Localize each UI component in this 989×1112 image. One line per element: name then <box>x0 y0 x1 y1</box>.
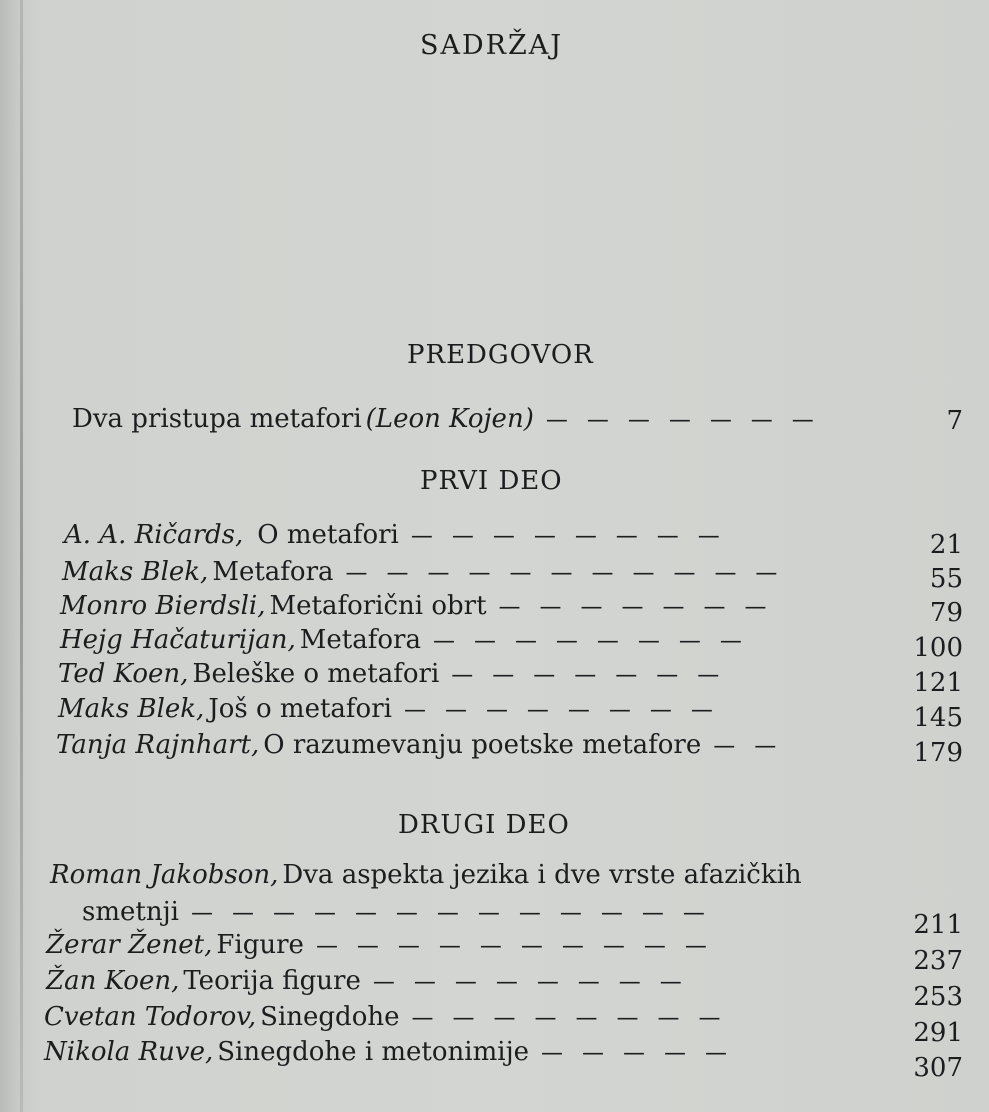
page-number: 253 <box>913 982 963 1012</box>
toc-entry <box>60 591 773 625</box>
page-number: 145 <box>913 703 963 733</box>
entry-author: Cvetan Todorov, <box>44 1002 257 1032</box>
leader-dashes: — — — — — — — — <box>432 629 748 654</box>
entry-title: Beleške o metafori <box>192 659 440 689</box>
section-heading-predgovor: PREDGOVOR <box>407 340 594 370</box>
toc-entry <box>64 520 726 554</box>
section-heading-drugi-deo: DRUGI DEO <box>398 810 570 840</box>
leader-dashes: — — <box>713 734 783 759</box>
entry-title: Dva pristupa metafori <box>72 404 362 434</box>
entry-author: Nikola Ruve, <box>44 1037 214 1067</box>
page-number: 55 <box>929 564 963 594</box>
leader-dashes: — — — — — — — — — — — — — <box>190 901 711 926</box>
entry-title: Figure <box>216 930 304 960</box>
leader-dashes: — — — — — — — — <box>411 1006 727 1031</box>
entry-author: A. A. Ričards, <box>64 520 244 550</box>
entry-title: O razumevanju poetske metafore <box>263 730 702 760</box>
page-number: 291 <box>913 1018 963 1048</box>
leader-dashes: — — — — — <box>541 1041 733 1066</box>
section-heading-prvi-deo: PRVI DEO <box>420 466 563 496</box>
entry-author: Monro Bierdsli, <box>60 591 266 621</box>
entry-author: Tanja Rajnhart, <box>56 730 260 760</box>
leader-dashes: — — — — — — — — — — — <box>345 561 784 586</box>
entry-title: Sinegdohe <box>260 1002 400 1032</box>
toc-entry <box>44 1002 726 1036</box>
entry-title: Sinegdohe i metonimije <box>217 1037 530 1067</box>
toc-entry <box>58 659 725 693</box>
toc-entry <box>46 930 713 964</box>
leader-dashes: — — — — — — — <box>545 408 820 433</box>
page-gutter <box>20 0 23 1112</box>
toc-entry <box>44 1037 733 1071</box>
entry-author: Hejg Hačaturijan, <box>60 625 296 655</box>
entry-title: Dva aspekta jezika i dve vrste afazičkih <box>282 860 802 890</box>
entry-author: Žan Koen, <box>46 966 180 996</box>
entry-author: Maks Blek, <box>58 694 205 724</box>
toc-entry <box>50 860 802 894</box>
page-number: 179 <box>913 738 963 768</box>
leader-dashes: — — — — — — — — — — <box>315 934 713 959</box>
leader-dashes: — — — — — — — <box>498 595 773 620</box>
page-number: 121 <box>913 668 963 698</box>
entry-editor: (Leon Kojen) <box>365 404 534 434</box>
page-number: 21 <box>929 530 963 560</box>
page-title: SADRŽAJ <box>420 30 564 61</box>
entry-author: Maks Blek, <box>62 557 209 587</box>
page-number: 237 <box>913 946 963 976</box>
entry-author: Žerar Ženet, <box>46 930 213 960</box>
page-number: 211 <box>913 910 963 940</box>
leader-dashes: — — — — — — — — <box>410 524 726 549</box>
entry-title: Metafora <box>299 625 421 655</box>
entry-title-continuation: smetnji <box>82 897 179 927</box>
toc-entry <box>56 730 782 764</box>
toc-entry <box>72 404 820 438</box>
leader-dashes: — — — — — — — <box>451 663 726 688</box>
entry-author: Roman Jakobson, <box>50 860 279 890</box>
page-number: 79 <box>929 598 963 628</box>
entry-title: Još o metafori <box>208 694 392 724</box>
page-number: 100 <box>913 633 963 663</box>
entry-title: Teorija figure <box>183 966 361 996</box>
leader-dashes: — — — — — — — — <box>403 698 719 723</box>
toc-entry <box>62 557 783 591</box>
toc-entry-continuation <box>82 897 711 931</box>
entry-author: Ted Koen, <box>58 659 189 689</box>
page-number: 7 <box>946 406 963 436</box>
page-number: 307 <box>913 1053 963 1083</box>
toc-entry <box>58 694 719 728</box>
leader-dashes: — — — — — — — — <box>372 970 688 995</box>
toc-entry <box>60 625 748 659</box>
toc-entry <box>46 966 688 1000</box>
entry-title: Metaforični obrt <box>269 591 487 621</box>
entry-title: Metafora <box>212 557 334 587</box>
entry-title: O metafori <box>257 520 399 550</box>
